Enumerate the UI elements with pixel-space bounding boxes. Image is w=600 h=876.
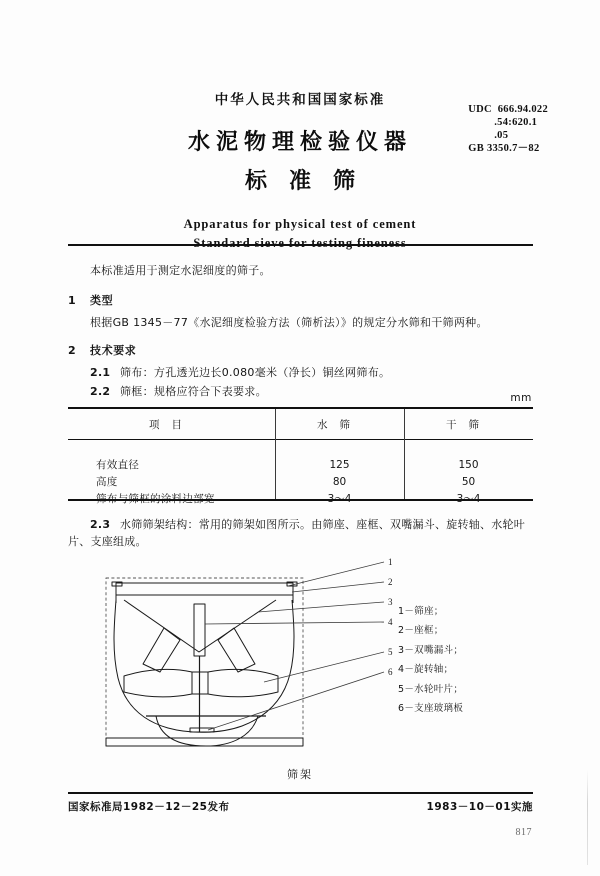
row-1-item: 有效直径 [96,459,140,471]
support-box-outline [106,578,303,746]
table-row [68,490,533,507]
legend-item-4: 4－旋转轴； [398,664,454,676]
page-number: 817 [515,827,532,838]
clause-2-2-number: 2.2 [90,385,111,399]
table-header-wet-sieve-label: 水筛 [317,418,362,431]
clause-2-3 [68,516,533,550]
legend-item-2: 2－座框； [398,625,444,637]
udc-line-2: .54:620.1 [494,116,538,128]
issue-date: 国家标准局1982－12－25发布 [68,801,230,813]
document-title-en-line1: Apparatus for physical test of cement [183,217,417,231]
figure-legend [398,602,463,719]
clause-2-3-text: 水筛筛架结构：常用的筛架如图所示。由筛座、座框、双嘴漏斗、旋转轴、水轮叶片、支座组成。 [68,518,525,549]
sieve-frame-spec-table [68,409,533,507]
row-2-dry-value: 50 [461,475,476,488]
section-2-number: 2 [68,344,77,358]
sieve-frame-diagram [68,556,533,766]
row-2-wet-value: 80 [332,475,347,488]
double-spout-funnel [124,600,276,652]
funnel-spout-right [218,628,255,672]
water-wheel-blade-right [208,669,278,696]
leader-lines [205,562,384,730]
table-spacer [68,439,533,456]
water-wheel-blade-left [124,669,192,696]
sieve-frame-figure [68,556,533,766]
header-divider-rule [68,244,533,246]
table-unit-label: mm [510,392,532,404]
support-base [106,738,303,746]
section-2-title: 技术要求 [90,344,137,358]
footer-row [68,799,533,814]
row-3-item: 筛布与筛框的涂料边部宽 [96,493,215,505]
row-2-item: 高度 [96,476,118,488]
clause-2-1 [90,364,533,381]
figure-caption: 筛架 [287,768,313,781]
shaft-footing [190,728,214,732]
body-content [68,262,533,402]
scope-paragraph: 本标准适用于测定水泥细度的筛子。 [90,264,271,277]
callout-3: 3 [388,597,393,607]
callout-2: 2 [388,577,393,587]
callout-4: 4 [388,617,393,627]
leader-2 [292,582,384,592]
table-row [68,456,533,473]
effective-date: 1983－10－01实施 [426,801,533,813]
table-header-row [68,409,533,439]
row-3-wet-value: 3～4 [327,493,352,505]
table-header-dry-sieve [404,409,533,439]
section-1-number: 1 [68,294,77,308]
table-header-item [68,409,275,439]
table-header-dry-sieve-label: 干筛 [446,418,491,431]
scan-edge-shadow [587,770,588,865]
sieve-seat-body [114,600,294,732]
udc-line-3: .05 [494,129,509,141]
section-1-heading [68,292,533,309]
leader-3 [258,602,384,612]
table-row [68,473,533,490]
legend-item-3: 3－双嘴漏斗； [398,644,464,656]
legend-item-1: 1－筛座； [398,606,444,617]
clause-2-2 [90,383,533,400]
table-header-wet-sieve [275,409,404,439]
national-standard-line: 中华人民共和国国家标准 [214,92,386,108]
legend-item-6: 6－支座玻璃板 [398,703,464,715]
footer-divider-rule [68,792,533,794]
udc-standard-code-block [468,104,548,156]
seat-frame-bar [116,583,293,595]
leader-5 [264,652,384,682]
section-1-title: 类型 [90,294,114,308]
document-title-cn-line2: 标准筛 [244,169,377,194]
callout-6: 6 [388,667,393,677]
row-3-dry-value: 3～4 [456,493,481,505]
callout-numbers [388,557,393,677]
callout-1: 1 [388,557,393,567]
bowl-bottom-cap [156,716,258,746]
clause-2-2-text: 筛框：规格应符合下表要求。 [120,385,267,399]
table-header-item-label: 项目 [149,418,194,431]
udc-line-1: UDC 666.94.022 [468,104,548,115]
leader-1 [288,562,384,586]
document-title-cn-line1: 水泥物理检验仪器 [187,130,412,155]
standard-number: GB 3350.7－82 [468,143,540,155]
leader-6 [208,672,384,730]
rotating-shaft-upper [194,604,205,656]
callout-5: 5 [388,647,393,657]
clause-2-1-number: 2.1 [90,366,111,380]
leader-4 [205,622,384,624]
section-1-paragraph: 根据GB 1345－77《水泥细度检验方法（筛析法）》的规定分水筛和干筛两种。 [90,316,488,330]
section-2-heading [68,342,533,359]
legend-item-5: 5－水轮叶片； [398,683,464,695]
row-1-wet-value: 125 [329,458,350,471]
clause-2-1-text: 筛布：方孔透光边长0.080毫米（净长）铜丝网筛布。 [120,366,391,380]
row-1-dry-value: 150 [458,458,479,471]
clause-2-3-number: 2.3 [90,518,111,531]
